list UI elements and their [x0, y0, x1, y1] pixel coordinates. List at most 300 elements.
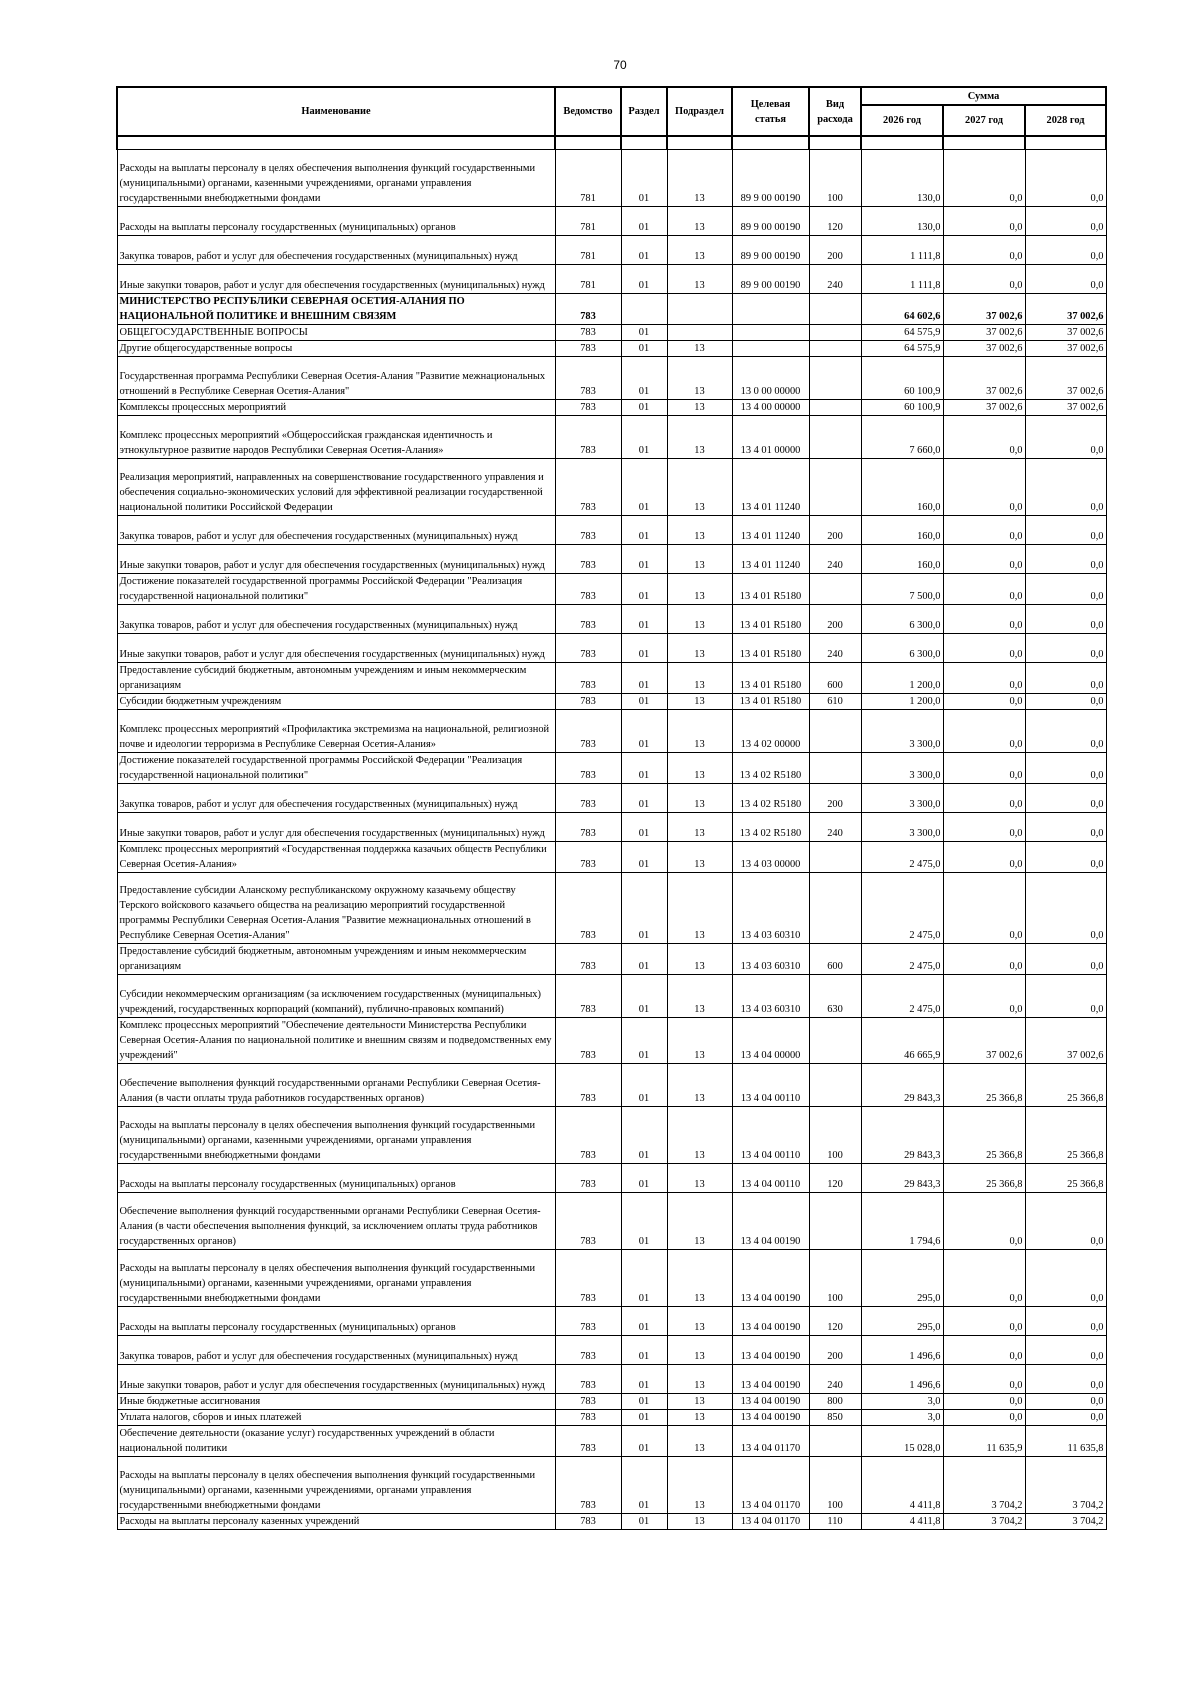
cell-sum-2028: 0,0 [1025, 975, 1106, 1018]
cell-subsection: 13 [667, 1426, 732, 1457]
cell-department: 783 [555, 710, 621, 753]
cell-expense-type: 850 [809, 1410, 861, 1426]
cell-subsection: 13 [667, 207, 732, 236]
cell-section: 01 [621, 1193, 667, 1250]
cell-name: Иные закупки товаров, работ и услуг для обеспечения государственных (муниципальных) нужд [117, 813, 555, 842]
cell-expense-type: 200 [809, 784, 861, 813]
cell-sum-2027: 0,0 [943, 634, 1025, 663]
cell-sum-2028: 0,0 [1025, 813, 1106, 842]
cell-sum-2028: 0,0 [1025, 1193, 1106, 1250]
cell-sum-2028: 0,0 [1025, 416, 1106, 459]
cell-target-item: 13 4 01 00000 [732, 416, 809, 459]
cell-name: Иные закупки товаров, работ и услуг для обеспечения государственных (муниципальных) нужд [117, 545, 555, 574]
cell-sum-2028: 37 002,6 [1025, 1018, 1106, 1064]
cell-subsection [667, 294, 732, 325]
cell-expense-type: 630 [809, 975, 861, 1018]
cell-sum-2027: 25 366,8 [943, 1107, 1025, 1164]
table-row [117, 416, 1106, 459]
cell-sum-2028: 0,0 [1025, 1394, 1106, 1410]
table-row [117, 1365, 1106, 1394]
cell-target-item: 13 4 04 00190 [732, 1336, 809, 1365]
table-row [117, 341, 1106, 357]
cell-sum-2027: 0,0 [943, 574, 1025, 605]
table-row [117, 1336, 1106, 1365]
cell-sum-2028: 0,0 [1025, 516, 1106, 545]
cell-sum-2028: 0,0 [1025, 1336, 1106, 1365]
cell-target-item: 13 4 04 00110 [732, 1107, 809, 1164]
cell-department: 783 [555, 1365, 621, 1394]
cell-section: 01 [621, 605, 667, 634]
table-row [117, 784, 1106, 813]
table-row [117, 1250, 1106, 1307]
header-department: Ведомство [555, 87, 621, 136]
cell-subsection: 13 [667, 944, 732, 975]
cell-name: Комплекс процессных мероприятий "Обеспечение деятельности Министерства Республики Северная Осетия-Алания по национальной политике и внешним связям и подведомственных ему учреждений" [117, 1018, 555, 1064]
cell-expense-type: 600 [809, 663, 861, 694]
cell-sum-2028: 0,0 [1025, 710, 1106, 753]
table-row [117, 975, 1106, 1018]
cell-target-item: 13 4 04 00190 [732, 1193, 809, 1250]
cell-department: 783 [555, 325, 621, 341]
cell-subsection: 13 [667, 516, 732, 545]
cell-sum-2026: 64 575,9 [861, 341, 943, 357]
cell-sum-2026: 60 100,9 [861, 357, 943, 400]
cell-department: 783 [555, 663, 621, 694]
cell-sum-2028: 0,0 [1025, 150, 1106, 207]
header-subsection: Подраздел [667, 87, 732, 136]
cell-subsection: 13 [667, 1365, 732, 1394]
cell-name: Закупка товаров, работ и услуг для обеспечения государственных (муниципальных) нужд [117, 1336, 555, 1365]
cell-name: Комплексы процессных мероприятий [117, 400, 555, 416]
cell-target-item: 13 4 02 R5180 [732, 784, 809, 813]
cell-sum-2028: 0,0 [1025, 694, 1106, 710]
cell-target-item: 89 9 00 00190 [732, 236, 809, 265]
cell-subsection: 13 [667, 459, 732, 516]
header-spacer [117, 136, 1106, 150]
cell-name: Субсидии бюджетным учреждениям [117, 694, 555, 710]
header-year-2026: 2026 год [861, 105, 943, 136]
table-row [117, 459, 1106, 516]
cell-sum-2026: 160,0 [861, 545, 943, 574]
cell-subsection: 13 [667, 416, 732, 459]
table-row [117, 207, 1106, 236]
cell-sum-2027: 37 002,6 [943, 400, 1025, 416]
cell-sum-2028: 0,0 [1025, 459, 1106, 516]
table-header [117, 87, 1106, 136]
cell-sum-2026: 160,0 [861, 459, 943, 516]
header-target-item: Целевая статья [732, 87, 809, 136]
cell-subsection: 13 [667, 1193, 732, 1250]
cell-department: 783 [555, 574, 621, 605]
cell-expense-type: 240 [809, 265, 861, 294]
cell-section: 01 [621, 813, 667, 842]
cell-sum-2028: 0,0 [1025, 605, 1106, 634]
cell-sum-2027: 0,0 [943, 545, 1025, 574]
cell-section: 01 [621, 459, 667, 516]
cell-sum-2027: 0,0 [943, 694, 1025, 710]
cell-sum-2027: 37 002,6 [943, 294, 1025, 325]
cell-target-item: 13 4 04 00190 [732, 1365, 809, 1394]
cell-name: Предоставление субсидий бюджетным, автономным учреждениям и иным некоммерческим организациям [117, 944, 555, 975]
cell-sum-2026: 130,0 [861, 150, 943, 207]
cell-department: 783 [555, 1426, 621, 1457]
table-row [117, 574, 1106, 605]
cell-department: 783 [555, 1410, 621, 1426]
cell-sum-2026: 29 843,3 [861, 1164, 943, 1193]
cell-target-item: 13 4 02 R5180 [732, 813, 809, 842]
cell-sum-2026: 1 200,0 [861, 694, 943, 710]
cell-department: 783 [555, 1193, 621, 1250]
cell-sum-2028: 0,0 [1025, 1250, 1106, 1307]
cell-section: 01 [621, 1410, 667, 1426]
table-row [117, 944, 1106, 975]
cell-sum-2027: 0,0 [943, 1410, 1025, 1426]
cell-sum-2026: 2 475,0 [861, 944, 943, 975]
cell-expense-type [809, 459, 861, 516]
table-row [117, 325, 1106, 341]
table-row [117, 1307, 1106, 1336]
cell-department: 783 [555, 341, 621, 357]
header-sum: Сумма [861, 87, 1106, 105]
cell-department: 781 [555, 150, 621, 207]
cell-sum-2026: 1 496,6 [861, 1336, 943, 1365]
cell-sum-2028: 0,0 [1025, 1307, 1106, 1336]
cell-section: 01 [621, 1365, 667, 1394]
cell-expense-type: 100 [809, 1107, 861, 1164]
cell-name: Закупка товаров, работ и услуг для обеспечения государственных (муниципальных) нужд [117, 784, 555, 813]
cell-target-item: 13 4 01 R5180 [732, 574, 809, 605]
cell-name: Расходы на выплаты персоналу казенных учреждений [117, 1514, 555, 1530]
cell-subsection: 13 [667, 813, 732, 842]
cell-section: 01 [621, 842, 667, 873]
cell-target-item: 13 4 04 00000 [732, 1018, 809, 1064]
table-row [117, 357, 1106, 400]
cell-section: 01 [621, 207, 667, 236]
cell-sum-2027: 0,0 [943, 873, 1025, 944]
cell-expense-type [809, 842, 861, 873]
cell-sum-2028: 0,0 [1025, 663, 1106, 694]
table-row [117, 1064, 1106, 1107]
cell-sum-2028: 0,0 [1025, 784, 1106, 813]
cell-sum-2028: 37 002,6 [1025, 400, 1106, 416]
cell-target-item: 13 4 01 R5180 [732, 694, 809, 710]
header-year-2028: 2028 год [1025, 105, 1106, 136]
cell-sum-2027: 0,0 [943, 975, 1025, 1018]
table-row [117, 663, 1106, 694]
table-row [117, 1193, 1106, 1250]
cell-department: 783 [555, 1394, 621, 1410]
table-row [117, 1018, 1106, 1064]
cell-sum-2028: 25 366,8 [1025, 1064, 1106, 1107]
cell-sum-2026: 295,0 [861, 1307, 943, 1336]
header-expense-type: Вид расхода [809, 87, 861, 136]
cell-name: Расходы на выплаты персоналу в целях обеспечения выполнения функций государственными (муниципальными) органами, казенными учреждениями, органами управления государственными внебюджетными фондами [117, 150, 555, 207]
cell-expense-type [809, 341, 861, 357]
table-row [117, 1394, 1106, 1410]
cell-sum-2028: 37 002,6 [1025, 294, 1106, 325]
cell-section [621, 294, 667, 325]
cell-department: 783 [555, 1336, 621, 1365]
cell-name: Достижение показателей государственной программы Российской Федерации "Реализация государственной национальной политики" [117, 574, 555, 605]
cell-expense-type: 240 [809, 1365, 861, 1394]
cell-section: 01 [621, 784, 667, 813]
cell-department: 783 [555, 357, 621, 400]
cell-name: Достижение показателей государственной программы Российской Федерации "Реализация государственной национальной политики" [117, 753, 555, 784]
cell-target-item: 13 4 04 01170 [732, 1457, 809, 1514]
cell-sum-2026: 2 475,0 [861, 873, 943, 944]
cell-subsection: 13 [667, 1250, 732, 1307]
table-row [117, 753, 1106, 784]
cell-target-item [732, 325, 809, 341]
cell-sum-2026: 60 100,9 [861, 400, 943, 416]
table-row [117, 516, 1106, 545]
cell-sum-2027: 37 002,6 [943, 341, 1025, 357]
cell-sum-2027: 25 366,8 [943, 1164, 1025, 1193]
cell-expense-type: 200 [809, 236, 861, 265]
cell-sum-2027: 37 002,6 [943, 325, 1025, 341]
cell-section: 01 [621, 1018, 667, 1064]
cell-sum-2027: 0,0 [943, 605, 1025, 634]
cell-section: 01 [621, 944, 667, 975]
cell-subsection: 13 [667, 1107, 732, 1164]
cell-subsection [667, 325, 732, 341]
cell-target-item: 13 4 04 00110 [732, 1164, 809, 1193]
cell-name: Расходы на выплаты персоналу в целях обеспечения выполнения функций государственными (муниципальными) органами, казенными учреждениями, органами управления государственными внебюджетными фондами [117, 1107, 555, 1164]
cell-sum-2027: 0,0 [943, 236, 1025, 265]
table-row [117, 265, 1106, 294]
cell-department: 783 [555, 1514, 621, 1530]
cell-sum-2026: 1 794,6 [861, 1193, 943, 1250]
cell-expense-type: 120 [809, 1307, 861, 1336]
cell-section: 01 [621, 873, 667, 944]
cell-sum-2027: 3 704,2 [943, 1457, 1025, 1514]
cell-sum-2027: 0,0 [943, 150, 1025, 207]
cell-department: 783 [555, 975, 621, 1018]
cell-expense-type [809, 400, 861, 416]
table-row [117, 813, 1106, 842]
cell-name: Предоставление субсидии Аланскому республиканскому окружному казачьему обществу Терского войскового казачьего общества на реализацию мероприятий государственной программы Республики Северная Осетия-Алания "Развитие межнациональных отношений в Республике Северная Осетия-Алания" [117, 873, 555, 944]
cell-subsection: 13 [667, 873, 732, 944]
cell-name: Комплекс процессных мероприятий «Общероссийская гражданская идентичность и этнокультурное развитие народов Республики Северная Осетия-Алания» [117, 416, 555, 459]
cell-subsection: 13 [667, 842, 732, 873]
cell-sum-2028: 0,0 [1025, 1410, 1106, 1426]
cell-name: Расходы на выплаты персоналу в целях обеспечения выполнения функций государственными (муниципальными) органами, казенными учреждениями, органами управления государственными внебюджетными фондами [117, 1457, 555, 1514]
cell-expense-type: 200 [809, 605, 861, 634]
cell-sum-2028: 37 002,6 [1025, 357, 1106, 400]
cell-department: 783 [555, 694, 621, 710]
cell-section: 01 [621, 694, 667, 710]
cell-target-item: 13 4 01 11240 [732, 516, 809, 545]
cell-expense-type [809, 357, 861, 400]
cell-sum-2028: 0,0 [1025, 753, 1106, 784]
cell-sum-2026: 1 111,8 [861, 236, 943, 265]
cell-section: 01 [621, 265, 667, 294]
cell-sum-2027: 0,0 [943, 710, 1025, 753]
cell-name: Уплата налогов, сборов и иных платежей [117, 1410, 555, 1426]
table-row [117, 1410, 1106, 1426]
cell-sum-2028: 0,0 [1025, 1365, 1106, 1394]
cell-subsection: 13 [667, 150, 732, 207]
cell-section: 01 [621, 663, 667, 694]
cell-expense-type [809, 1426, 861, 1457]
cell-sum-2026: 7 500,0 [861, 574, 943, 605]
cell-sum-2027: 0,0 [943, 1394, 1025, 1410]
cell-expense-type: 120 [809, 207, 861, 236]
cell-expense-type: 610 [809, 694, 861, 710]
cell-department: 783 [555, 842, 621, 873]
cell-target-item: 13 4 04 01170 [732, 1426, 809, 1457]
cell-subsection: 13 [667, 236, 732, 265]
cell-sum-2027: 0,0 [943, 265, 1025, 294]
cell-sum-2028: 0,0 [1025, 545, 1106, 574]
cell-sum-2026: 1 496,6 [861, 1365, 943, 1394]
cell-target-item: 13 4 04 00190 [732, 1307, 809, 1336]
cell-target-item: 89 9 00 00190 [732, 265, 809, 294]
cell-department: 783 [555, 1018, 621, 1064]
cell-target-item: 13 4 04 00110 [732, 1064, 809, 1107]
cell-section: 01 [621, 634, 667, 663]
table-row [117, 294, 1106, 325]
cell-expense-type [809, 1064, 861, 1107]
cell-target-item: 89 9 00 00190 [732, 150, 809, 207]
cell-sum-2028: 37 002,6 [1025, 325, 1106, 341]
cell-sum-2026: 3,0 [861, 1410, 943, 1426]
cell-sum-2026: 46 665,9 [861, 1018, 943, 1064]
cell-sum-2026: 130,0 [861, 207, 943, 236]
cell-subsection: 13 [667, 265, 732, 294]
table-row [117, 605, 1106, 634]
cell-sum-2028: 25 366,8 [1025, 1107, 1106, 1164]
cell-sum-2027: 0,0 [943, 416, 1025, 459]
table-row [117, 842, 1106, 873]
cell-sum-2028: 0,0 [1025, 944, 1106, 975]
cell-department: 781 [555, 236, 621, 265]
cell-sum-2026: 3 300,0 [861, 813, 943, 842]
cell-expense-type: 800 [809, 1394, 861, 1410]
cell-target-item: 13 4 03 00000 [732, 842, 809, 873]
cell-department: 783 [555, 753, 621, 784]
budget-table [116, 86, 1107, 1530]
table-row [117, 545, 1106, 574]
table-row [117, 1107, 1106, 1164]
cell-sum-2026: 64 575,9 [861, 325, 943, 341]
cell-section: 01 [621, 1426, 667, 1457]
cell-sum-2026: 3 300,0 [861, 710, 943, 753]
cell-expense-type [809, 873, 861, 944]
cell-name: Субсидии некоммерческим организациям (за исключением государственных (муниципальных) учреждений, государственных корпораций (компаний), публично-правовых компаний) [117, 975, 555, 1018]
cell-department: 783 [555, 634, 621, 663]
cell-sum-2027: 0,0 [943, 1365, 1025, 1394]
cell-expense-type [809, 416, 861, 459]
cell-target-item: 13 4 03 60310 [732, 873, 809, 944]
cell-name: ОБЩЕГОСУДАРСТВЕННЫЕ ВОПРОСЫ [117, 325, 555, 341]
cell-subsection: 13 [667, 1410, 732, 1426]
cell-expense-type: 120 [809, 1164, 861, 1193]
cell-department: 783 [555, 1250, 621, 1307]
cell-name: Расходы на выплаты персоналу государственных (муниципальных) органов [117, 207, 555, 236]
cell-sum-2027: 0,0 [943, 813, 1025, 842]
cell-sum-2028: 0,0 [1025, 574, 1106, 605]
cell-section: 01 [621, 325, 667, 341]
cell-target-item: 13 4 01 11240 [732, 459, 809, 516]
cell-department: 783 [555, 1107, 621, 1164]
cell-department: 783 [555, 545, 621, 574]
cell-target-item: 13 4 04 01170 [732, 1514, 809, 1530]
cell-target-item: 13 0 00 00000 [732, 357, 809, 400]
cell-department: 783 [555, 1064, 621, 1107]
cell-sum-2027: 25 366,8 [943, 1064, 1025, 1107]
cell-section: 01 [621, 1164, 667, 1193]
cell-expense-type: 600 [809, 944, 861, 975]
cell-section: 01 [621, 1336, 667, 1365]
cell-sum-2026: 4 411,8 [861, 1457, 943, 1514]
cell-sum-2028: 37 002,6 [1025, 341, 1106, 357]
cell-sum-2026: 3 300,0 [861, 753, 943, 784]
cell-sum-2028: 0,0 [1025, 207, 1106, 236]
cell-expense-type [809, 294, 861, 325]
cell-subsection: 13 [667, 634, 732, 663]
cell-sum-2028: 11 635,8 [1025, 1426, 1106, 1457]
table-row [117, 150, 1106, 207]
cell-section: 01 [621, 1457, 667, 1514]
cell-name: Предоставление субсидий бюджетным, автономным учреждениям и иным некоммерческим организациям [117, 663, 555, 694]
cell-section: 01 [621, 1514, 667, 1530]
cell-target-item: 89 9 00 00190 [732, 207, 809, 236]
header-year-2027: 2027 год [943, 105, 1025, 136]
cell-sum-2027: 0,0 [943, 784, 1025, 813]
cell-section: 01 [621, 545, 667, 574]
cell-sum-2026: 2 475,0 [861, 842, 943, 873]
cell-sum-2027: 37 002,6 [943, 1018, 1025, 1064]
cell-target-item: 13 4 03 60310 [732, 975, 809, 1018]
cell-name: Комплекс процессных мероприятий «Государственная поддержка казачьих обществ Республики Северная Осетия-Алания» [117, 842, 555, 873]
cell-name: Обеспечение деятельности (оказание услуг) государственных учреждений в области национальной политики [117, 1426, 555, 1457]
cell-sum-2028: 0,0 [1025, 873, 1106, 944]
cell-subsection: 13 [667, 753, 732, 784]
cell-sum-2026: 7 660,0 [861, 416, 943, 459]
cell-expense-type: 240 [809, 813, 861, 842]
cell-target-item: 13 4 03 60310 [732, 944, 809, 975]
cell-name: Расходы на выплаты персоналу в целях обеспечения выполнения функций государственными (муниципальными) органами, казенными учреждениями, органами управления государственными внебюджетными фондами [117, 1250, 555, 1307]
cell-target-item: 13 4 01 R5180 [732, 605, 809, 634]
table-row [117, 694, 1106, 710]
cell-sum-2027: 0,0 [943, 516, 1025, 545]
cell-section: 01 [621, 574, 667, 605]
cell-department: 783 [555, 605, 621, 634]
cell-department: 783 [555, 813, 621, 842]
cell-sum-2026: 1 111,8 [861, 265, 943, 294]
table-row [117, 400, 1106, 416]
table-row [117, 1514, 1106, 1530]
cell-sum-2026: 3,0 [861, 1394, 943, 1410]
cell-section: 01 [621, 357, 667, 400]
cell-department: 783 [555, 784, 621, 813]
cell-target-item [732, 341, 809, 357]
cell-sum-2026: 4 411,8 [861, 1514, 943, 1530]
cell-expense-type: 100 [809, 1457, 861, 1514]
cell-sum-2026: 3 300,0 [861, 784, 943, 813]
cell-sum-2026: 2 475,0 [861, 975, 943, 1018]
cell-name: Закупка товаров, работ и услуг для обеспечения государственных (муниципальных) нужд [117, 236, 555, 265]
cell-subsection: 13 [667, 1018, 732, 1064]
cell-sum-2027: 0,0 [943, 459, 1025, 516]
cell-section: 01 [621, 1307, 667, 1336]
cell-department: 783 [555, 873, 621, 944]
cell-expense-type: 200 [809, 1336, 861, 1365]
cell-name: Реализация мероприятий, направленных на совершенствование государственного управления и обеспечения социально-экономических условий для эффективной реализации государственной национальной политики Российской Федерации [117, 459, 555, 516]
cell-name: Иные закупки товаров, работ и услуг для обеспечения государственных (муниципальных) нужд [117, 265, 555, 294]
cell-subsection: 13 [667, 784, 732, 813]
